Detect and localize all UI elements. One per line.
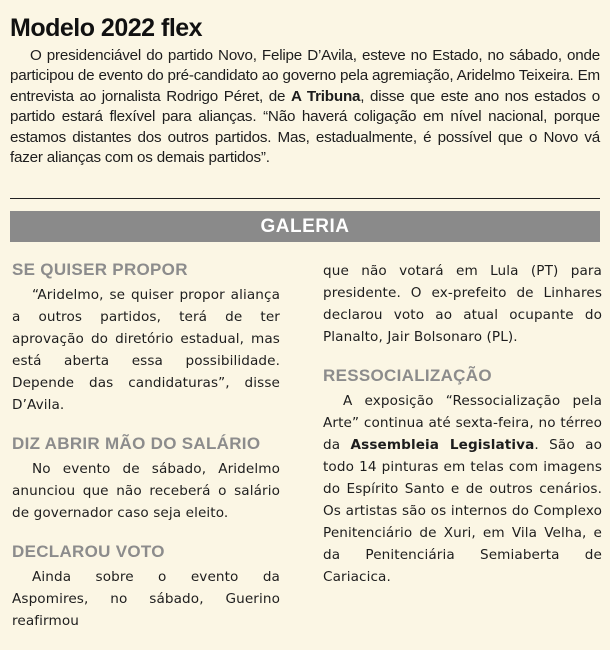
- newspaper-name: A Tribuna: [290, 87, 361, 105]
- lead-part-1: O presidenciável do partido Novo, Felipe D’Avila, esteve no Estado, no sábado, onde participou de evento do pré-candidato ao governo pela agremiação, Aridelmo Teixeira. Em entrevista ao jornalista Rodrigo Péret, de: [10, 47, 600, 105]
- gallery-item-se-quiser-propor: [12, 260, 280, 416]
- gallery-banner: GALERIA: [10, 211, 600, 242]
- assembleia-name: Assembleia Legislativa: [350, 437, 535, 453]
- article-title: Modelo 2022 flex: [10, 14, 203, 42]
- lead-part-2: , disse que este ano nos estados o partido estará flexível para alianças. “Não haverá coligação em nível nacional, porque estamos distantes dos outros partidos. Mas, estadualmente, é possível que o Novo vá fazer alianças com os demais partidos”.: [10, 87, 600, 167]
- gallery-item-declarou-voto-continued: [323, 260, 602, 348]
- gallery-item-diz-abrir-mao: [12, 434, 280, 524]
- article-lead: [10, 46, 600, 168]
- gallery-item-text: “Aridelmo, se quiser propor aliança a outros partidos, terá de ter aprovação do diretório estadual, mas está aberta essa possibilidade. Depende das candidaturas”, disse D’Avila.: [12, 287, 280, 413]
- gallery-item-heading: DIZ ABRIR MÃO DO SALÁRIO: [12, 434, 261, 453]
- gallery-item-heading: SE QUISER PROPOR: [12, 260, 188, 279]
- gallery-item-ressocializacao: [323, 366, 602, 588]
- gallery-item-text: No evento de sábado, Aridelmo anunciou que não receberá o salário de governador caso seja eleito.: [12, 461, 280, 521]
- gallery-item-heading: RESSOCIALIZAÇÃO: [323, 366, 492, 385]
- gallery-item-heading: DECLAROU VOTO: [12, 542, 165, 561]
- gallery-item-declarou-voto: [12, 542, 280, 632]
- gallery-left-column: [12, 260, 280, 650]
- ressocializacao-text-2: . São ao todo 14 pinturas em telas com imagens do Espírito Santo e de outros cenários. Os artistas são os internos do Complexo Penitenciário de Xuri, em Vila Velha, e da Penitenciária Semiaberta de Cariacica.: [323, 437, 602, 585]
- article-top: [10, 14, 600, 168]
- gallery-right-column: [323, 260, 602, 606]
- section-divider: [10, 198, 600, 199]
- gallery-item-text: [323, 390, 602, 588]
- gallery-item-text: Ainda sobre o evento da Aspomires, no sábado, Guerino reafirmou: [12, 569, 280, 629]
- ressocializacao-text-1: A exposição “Ressocialização pela Arte” continua até sexta-feira, no térreo da: [323, 393, 602, 453]
- gallery-item-text: que não votará em Lula (PT) para presidente. O ex-prefeito de Linhares declarou voto ao atual ocupante do Planalto, Jair Bolsonaro (PL).: [323, 263, 602, 345]
